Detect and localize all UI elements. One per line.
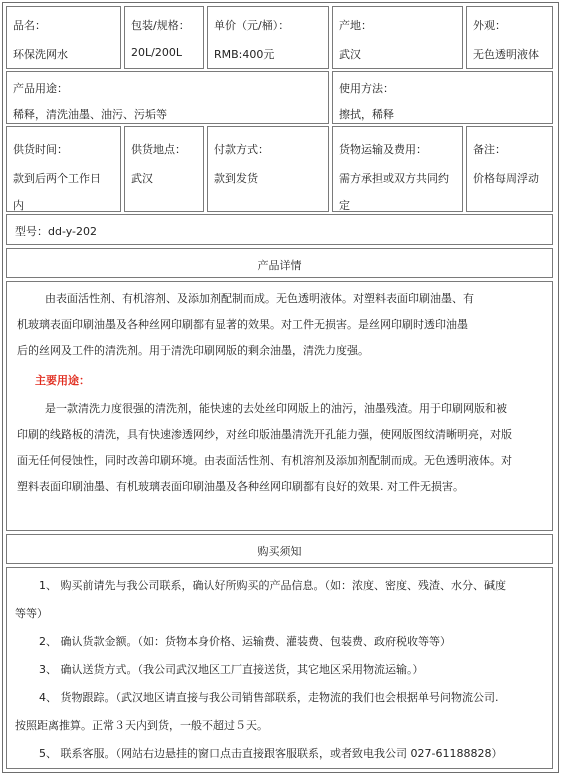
details-paragraph-1 <box>17 286 547 364</box>
details-p1-line: 后的丝网及工件的清洗剂。用于清洗印刷网版的剩余油墨，清洗力度强。 <box>17 344 369 357</box>
model-number: 型号：dd-y-202 <box>15 225 98 238</box>
appearance-cell <box>466 6 553 69</box>
method-value: 擦拭，稀释 <box>339 108 394 121</box>
method-label: 使用方法： <box>339 82 394 95</box>
details-body-cell <box>6 281 553 531</box>
main-use-label: 主要用途： <box>35 374 90 387</box>
usage-value: 稀释，清洗油墨、油污、污垢等 <box>13 108 167 121</box>
purchase-body-cell <box>6 567 553 769</box>
package-cell <box>124 6 204 69</box>
transport-cell <box>332 126 463 212</box>
remark-cell <box>466 126 553 212</box>
supply-time-cell <box>6 126 121 212</box>
remark-label: 备注： <box>473 143 506 156</box>
package-label: 包装/规格： <box>131 19 190 32</box>
transport-value-line2: 定 <box>339 199 350 212</box>
supply-place-cell <box>124 126 204 212</box>
origin-value: 武汉 <box>339 48 361 61</box>
usage-label: 产品用途： <box>13 82 68 95</box>
details-p2-line: 是一款清洗力度很强的清洗剂，能快速的去处丝印网版上的油污，油墨残渣。用于印刷网版和被 <box>45 402 507 415</box>
appearance-value: 无色透明液体 <box>473 48 539 61</box>
usage-cell <box>6 71 329 124</box>
details-paragraph-2 <box>17 396 552 500</box>
supply-time-value-line2: 内 <box>13 199 24 212</box>
purchase-line: 3、 确认送货方式。（我公司武汉地区工厂直接送货，其它地区采用物流运输。） <box>39 663 424 676</box>
price-label: 单价（元/桶）： <box>214 19 290 32</box>
transport-value-line1: 需方承担或双方共同约 <box>339 172 449 185</box>
package-value: 20L/200L <box>131 46 182 59</box>
details-heading: 产品详情 <box>257 259 302 272</box>
remark-value: 价格每周浮动 <box>473 172 539 185</box>
price-value: RMB:400元 <box>214 48 275 61</box>
supply-place-value: 武汉 <box>131 172 153 185</box>
purchase-line: 2、 确认货款金额。（如：货物本身价格、运输费、灌装费、包装费、政府税收等等） <box>39 635 451 648</box>
details-p1-line: 机玻璃表面印刷油墨及各种丝网印刷都有显著的效果。对工件无损害。是丝网印刷时透印油墨 <box>17 318 468 331</box>
product-name-label: 品名： <box>13 19 46 32</box>
product-name-cell <box>6 6 121 69</box>
purchase-line: 等等） <box>15 607 48 620</box>
product-name-value: 环保洗网水 <box>13 48 68 61</box>
origin-label: 产地： <box>339 19 372 32</box>
details-heading-cell <box>6 248 553 278</box>
details-p2-line: 面无任何侵蚀性，同时改善印刷环境。由表面活性剂、有机溶剂及添加剂配制而成。无色透明液体。对 <box>17 454 512 467</box>
supply-place-label: 供货地点： <box>131 143 186 156</box>
supply-time-value-line1: 款到后两个工作日 <box>13 172 101 185</box>
payment-value: 款到发货 <box>214 172 258 185</box>
origin-cell <box>332 6 463 69</box>
details-p2-line: 印刷的线路板的清洗，具有快速渗透网纱，对丝印版油墨清洗开孔能力强，使网版图纹清晰明亮，对版 <box>17 428 512 441</box>
method-cell <box>332 71 553 124</box>
purchase-line: 5、 联系客服。（网站右边悬挂的窗口点击直接跟客服联系，或者致电我公司 027-61188828） <box>39 747 503 760</box>
purchase-line: 1、 购买前请先与我公司联系，确认好所购买的产品信息。（如：浓度、密度、残渣、水分、碱度 <box>39 579 506 592</box>
details-p2-line: 塑料表面印刷油墨、有机玻璃表面印刷油墨及各种丝网印刷都有良好的效果. 对工件无损害。 <box>17 480 464 493</box>
purchase-heading-cell <box>6 534 553 564</box>
purchase-lines <box>15 572 550 768</box>
details-p1-line: 由表面活性剂、有机溶剂、及添加剂配制而成。无色透明液体。对塑料表面印刷油墨、有 <box>45 292 474 305</box>
purchase-line: 4、 货物跟踪。（武汉地区请直接与我公司销售部联系，走物流的我们也会根据单号问物流公司. <box>39 691 499 704</box>
appearance-label: 外观： <box>473 19 506 32</box>
supply-time-label: 供货时间： <box>13 143 68 156</box>
transport-label: 货物运输及费用： <box>339 143 427 156</box>
payment-cell <box>207 126 329 212</box>
purchase-line: 按照距离推算。正常３天内到货，一般不超过５天。 <box>15 719 268 732</box>
payment-label: 付款方式： <box>214 143 269 156</box>
price-cell <box>207 6 329 69</box>
model-cell <box>6 214 553 245</box>
purchase-heading: 购买须知 <box>257 545 302 558</box>
